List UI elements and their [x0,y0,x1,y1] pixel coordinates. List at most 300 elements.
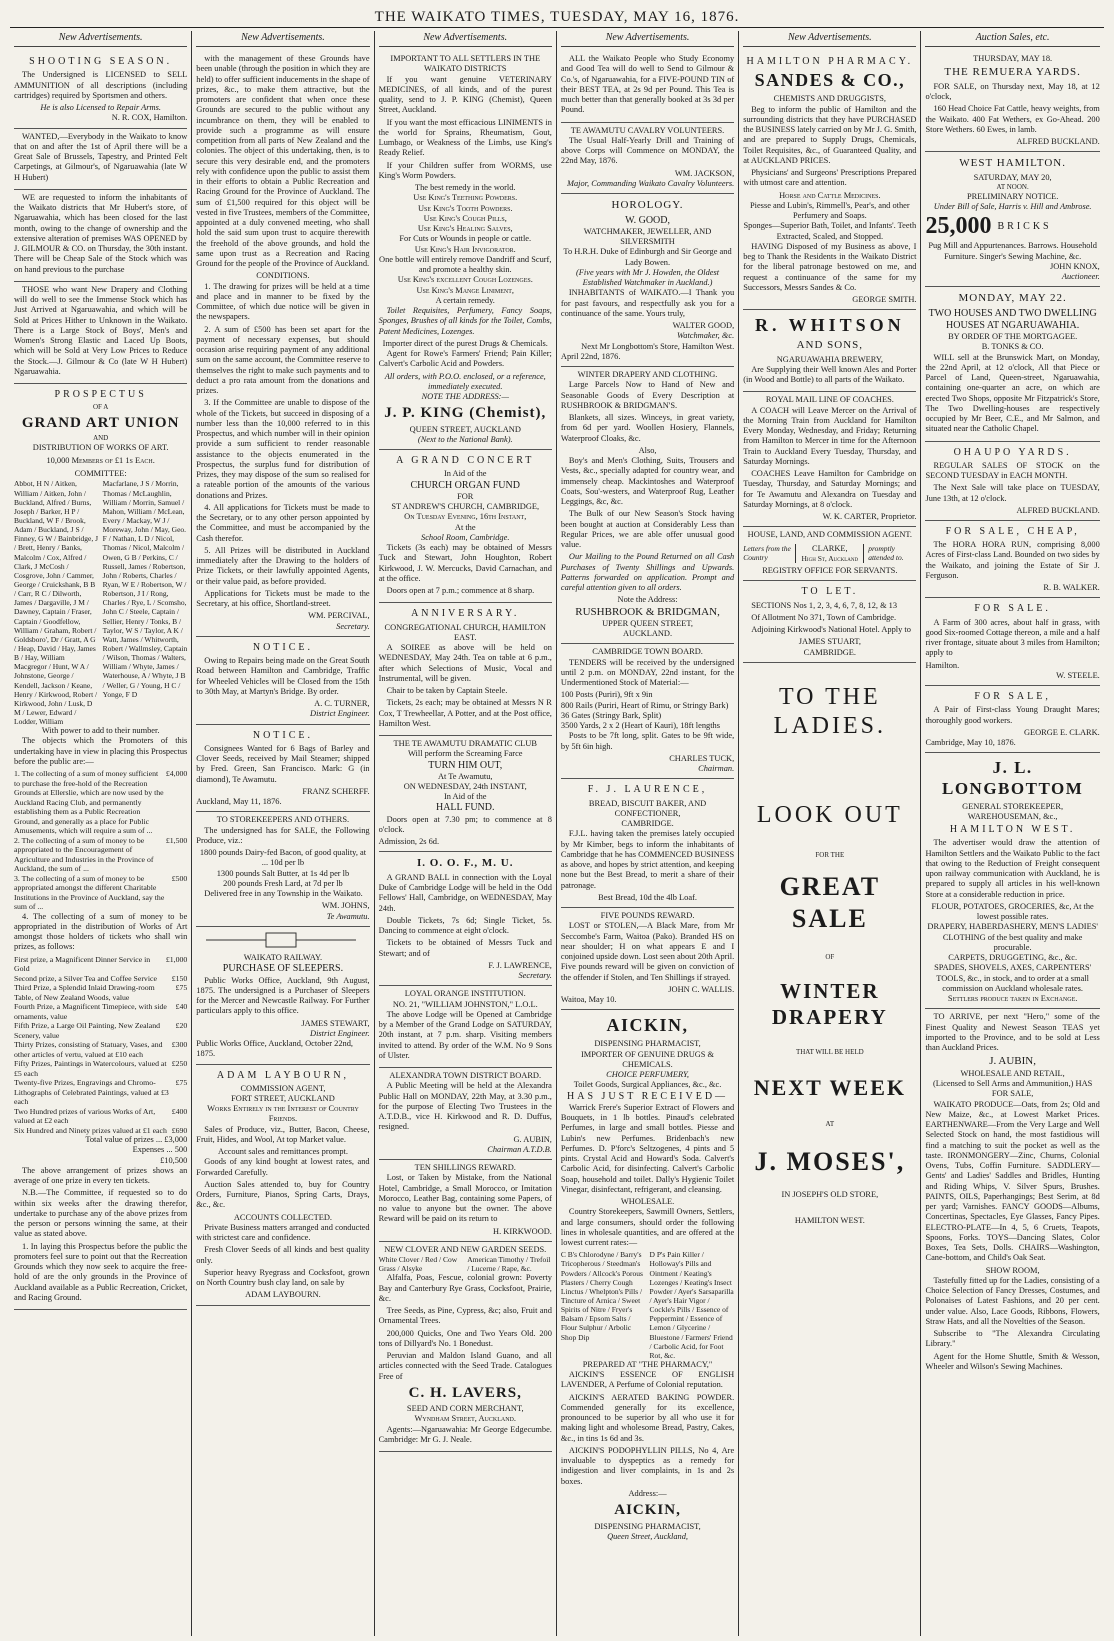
list-item: The best remedy in the world. [415,183,516,193]
ad-line: COMMISSION AGENT, [240,1083,326,1093]
winter-drapery-ad [561,367,734,644]
ad-signature: FRANZ SCHERFF. [302,786,370,796]
ad-line: FOR [457,491,474,501]
ad-line: PRELIMINARY NOTICE. [966,191,1059,201]
masthead: THE WAIKATO TIMES, TUESDAY, MAY 16, 1876. [10,6,1104,28]
ad-line: SPADES, SHOVELS, AXES, CARPENTERS' TOOLS, &c., in stock, and to order at a small commission on Auckland wholesale rates. [934,963,1092,993]
ad-date: April 22nd, 1876. [560,351,621,361]
ad-line: 1300 pounds Salt Butter, at 1s 4d per lb [216,868,350,878]
ad-body: Goods of any kind bought at lowest rates, and Forwarded Carefully. [196,1157,370,1177]
ad-signature: JOHN KNOX, [1049,261,1100,271]
ad-body: Sales of Produce, viz., Butter, Bacon, Cheese, Fruit, Hides, and Wool, At top Market value. [196,1124,370,1144]
ad-line: AND SONS, [796,339,864,352]
ad-headline: J. AUBIN, [989,1055,1037,1068]
ad-headline: C. H. LAVERS, [408,1384,522,1401]
ad-line: Horse and Cattle Medicines. [779,190,881,200]
ad-title: TE AWAMUTU CAVALRY VOLUNTEERS. [570,125,725,135]
ad-headline: CHURCH ORGAN FUND [410,479,520,491]
ad-line: Account sales and remittances prompt. [217,1147,348,1157]
ad-line: Sponges—Superior Bath, Toilet, and Infants'. Teeth Extracted, Scaled, and Stopped. [743,221,917,241]
ad-line: WAREHOUSEMAN, &c., [967,812,1058,822]
ad-line: Letters from the Country [743,544,791,563]
ad-line: DISPENSING PHARMACIST, [594,1521,701,1531]
ten-shillings-reward-ad [379,1160,552,1242]
ad-body: WANTED,—Everybody in the Waikato to know that on and after the 1st of April there will be a Great Sale of Brussels, Tapestry, and Printed Felt Carpetings, at Gilmour's, of Ngaruawahia (late W H Hubert) [14,131,188,182]
list-item: Use King's excellent Cough Lozenges. [397,275,533,285]
ad-headline: HALL FUND. [435,802,495,814]
ad-title: CAMBRIDGE TOWN BOARD. [592,647,703,657]
shooting-ad [14,51,187,128]
ad-signature: N. R. COX, Hamilton. [111,113,188,123]
ad-body: The HORA HORA RUN, comprising 8,000 Acres of First-class Land. Bounded on two sides by the Waikato, and joining the Estate of Sir J. Ferguson. [925,540,1100,580]
ad-line: PREPARED AT "THE PHARMACY," [582,1359,713,1369]
ad-body: If you want genuine VETERINARY MEDICINES, of all kinds, and of the purest quality, send to J. P. KING (Chemist), Queen Street, Auckland. [378,74,552,115]
medicine-list [561,1250,734,1360]
ad-line: In Aid of the [443,469,487,479]
ad-line: CHOICE PERFUMERY, [606,1070,689,1080]
ad-body: 1. The drawing for prizes will be held at a time and place and in manner to be fixed by the Committee, of which due notice will be given in the newspapers. [196,281,370,322]
list-item: 36 Gates (Stringy Bark, Split) [560,710,662,720]
ad-body: Our Mailing to the Pound Returned on all Cash Purchases of Twenty Shillings and Upwards. Patterns forwarded on application. Prompt and careful attention given to all orders. [560,552,735,593]
ad-body: Fresh Clover Seeds of all kinds and best quality only. [196,1245,370,1265]
ad-line: Admission, 2s 6d. [378,837,440,847]
ad-body: Consignees Wanted for 6 Bags of Barley and Clover Seeds, received by Mail Steamer; shipped by Fred. Green, San Francisco. Mark: G (in diamond), Te Awamutu. [196,743,370,784]
ad-body: 2. A sum of £500 has been set apart for the payment of necessary expenses, but should occasion arise requiring payment of any additional sum on the same account, the Committee reserve to themselves the right to make such payments and to deduct a pro rata amount from the donations and prizes. [196,324,370,396]
ad-title: PROSPECTUS [54,389,147,401]
ad-body: The above Lodge will be Opened at Cambridge by a Member of the Grand Lodge on SATURDAY, 20th instant, at 7 p.m. sharp. Visiting members invited to attend. By order of the W.M. No 9 Sons of Ulster. [378,1009,552,1060]
ad-signature: GEORGE E. CLARK. [1023,727,1100,737]
seeds-ad [379,1242,552,1452]
ad-line: Importer direct of the purest Drugs & Chemicals. [382,338,548,348]
ad-line: On Tuesday Evening, 16th Instant, [404,512,527,522]
list-item: 3500 Yards, 2 x 2 (Heart of Kauri), 18ft lengths [560,721,720,731]
ad-body: A COACH will Leave Mercer on the Arrival of the Morning Train from Auckland for Hamilton Every Monday, Wednesday, and Friday; Returning from Hamilton to Mercer in time for the Afternoon Train to Auckland Every Tuesday, Thursday, and Saturday Mornings. [743,405,917,466]
ad-line: BREAD, BISCUIT BAKER, AND CONFECTIONER, [588,798,707,818]
ad-title: MONDAY, MAY 22. [958,292,1067,305]
ad-headline: LOOK OUT [756,802,903,829]
moses-sale-ad [743,663,916,1231]
ad-line: (Licensed to Sell Arms and Ammunition,) HAS FOR SALE, [932,1079,1093,1099]
ad-line: SEED AND CORN MERCHANT, [406,1404,524,1414]
ad-line: High St, Auckland [801,553,859,563]
prize-grand-total: £10,500 [160,1155,188,1165]
clarke-agency-ad [743,527,916,581]
ad-headline: RUSHBROOK & BRIDGMAN, [575,605,720,618]
ad-line: FORT STREET, AUCKLAND [231,1093,335,1103]
column-4 [557,31,739,1636]
bricks-headline [925,212,1099,241]
clarke-address [795,544,864,563]
ad-line: UPPER QUEEN STREET, [602,618,693,628]
ad-title: HOROLOGY. [611,199,684,212]
ad-signature-role: Watchmaker, &c. [677,331,735,341]
ad-line: Toilet Goods, Surgical Appliances, &c., &c. [573,1080,722,1090]
ad-signature: CHARLES TUCK, [669,753,735,763]
ad-line: Address:— [628,1488,667,1498]
ad-line: CLARKE, [812,543,848,553]
ad-title: ANNIVERSARY. [411,608,520,620]
ad-line: Settlers produce taken in Exchange. [947,994,1078,1004]
ad-signature: WM. PERCIVAL, [308,611,370,621]
ad-line: WHOLESALE AND RETAIL, [960,1068,1065,1078]
ad-title: HAMILTON PHARMACY. [746,56,914,68]
column-3 [375,31,557,1636]
column-heading: New Advertisements. [743,31,916,47]
bricks-label: BRICKS [997,220,1052,232]
ad-body: The undersigned has for SALE, the Following Produce, viz.: [196,825,370,845]
prospectus-item: 3. The collecting of a sum of money to be appropriated amongst the different Charitable Institutions in the Province of Auckland, say the sum of ... £500 [14,873,188,912]
ad-body: Doors open at 7.30 pm; to commence at 8 o'clock. [378,814,552,834]
ad-body: Agents:—Ngaruawahia: Mr George Edgecumbe. Cambridge: Mr G. J. Neale. [378,1424,552,1444]
road-notice [196,637,369,725]
whitson-brewery-ad [743,310,916,392]
ad-body: If you want the most efficacious LINIMENTS in the world for Sprains, Rheumatism, Gout, Lumbago, or Weakness of the Limbs, use King's Ready Relief. [378,117,552,158]
names-column: Macfarlane, J S / Morrin, Thomas / McLaughlin, William / Morrin, Samuel / Mahon, William / McLean, Every / Mackay, W J / Moreway, John / May, Geo. F / Nathan, L D / Nicol, Thomas / Nicol, Malcolm / Owen, G B / Perkins, C / Russell, James / Robertson, John / Roberts, Charles / Ryan, W E / Robertson, W / Robertson, J I / Rong, Charles / Rye, L / Scomsho, John C / Steele, Captain / Sellier, Henry / Tonks, B / Taylor, W S / Taylor, A K / Watt, James / Whitworth, Robert / Wallmsley, Captain / Wilson, Thomas / Walters, William / Whyte, James / Waterhouse, A / Whyte, J B / Weller, G / Young, H C / Yonge, F D [102,479,188,699]
ad-body: with the management of these Grounds have been unable (through the position in which they are held) to offer sufficient inducements in the shape of prizes, &c., to make them attractive, but the promoters are confident that when once these Grounds are secured to the public without any incumbrance on them, they will be enabled to provide such a programme as will ensure competition from all parts of New Zealand and the colonies. The object of this undertaking, then, is to secure this very desirable end, and the promoters rely with confidence upon the public to assist them in their efforts to obtain a Public Recreation and Racing Ground for the Province of Auckland. The sum of £1,500 required for this object will be vested in five Trustees, members of the Committee, appointed at a duly convened meeting, who shall hold the said sum upon trust to acquire therewith the freehold of the above grounds, and hold the same upon trust as a Recreation and Racing Ground for the people of the Province of Auckland. [196,54,370,269]
art-union-prospectus [14,384,187,1310]
ad-signature: WM. JACKSON, [674,168,735,178]
ad-signature-role: Auctioneer. [1061,272,1100,282]
ad-line: School Room, Cambridge. [421,532,510,542]
columns [10,31,1104,1636]
ad-line: ST ANDREW'S CHURCH, CAMBRIDGE, [391,502,540,512]
ad-line: Piesse and Lubin's, Rimmell's, Pear's, and other Perfumery and Soaps. [749,200,910,221]
hora-hora-sale-ad [925,521,1099,598]
ad-body: WE are requested to inform the inhabitants of the Waikato districts that Mr Hubert's store, of Ngaruawahia, which has been closed for the last month, owing to the change of ownership and the extensive alteration of premises WAS OPENED by J. GILMOUR & CO. on Thursday, the 30th instant. There will be Cheap Sale of the Stock which was on hand previous to the purchase [14,192,188,274]
medicine-column: C B's Chlorodyne / Barry's Tricopherous / Steedman's Powders / Allcock's Porous Plasters / Cherry Cough Linctus / Whelpton's Pills / Tincture of Arnica / Sweet Spirits of Nitre / Fryer's Balsam / Epsom Salts / Flour Sulphur / Arbolic Shop Dip [560,1250,643,1342]
ad-body: Peruvian and Maldon Island Guano, and all articles connected with the Seed Trade. Catalogues Free of [378,1351,552,1381]
tea-ad [561,51,734,123]
ad-signature-role: Chairman A.T.D.B. [487,1144,552,1154]
ad-date: Auckland, May 11, 1876. [196,797,282,807]
drapery-ad [14,282,187,384]
ad-title: SHOW ROOM, [985,1265,1040,1275]
ad-body: Toilet Requisites, Perfumery, Fancy Soaps, Sponges, Brushes of all kinds for the Toilet, Combs, Patent Medicines, Lozenges. [378,306,552,336]
ad-headline: J. MOSES', [754,1147,906,1177]
ad-body: A GRAND BALL in connection with the Loyal Duke of Cambridge Lodge will be held in the Odd Fellows' Hall, Cambridge, on WEDNESDAY, May 24th. [378,872,552,913]
ad-line: Hamilton. [925,660,960,670]
ad-body: Tickets, 2s each; may be obtained at Messrs N R Cox, T Trewheellar, A Potter, and at the Post office, Hamilton West. [378,698,552,728]
ad-line: SATURDAY, MAY 20, [973,172,1052,182]
ad-line: In Aid of the [443,792,487,802]
ad-signature: W. STEELE. [1056,670,1100,680]
names-column: Abbot, H N / Aitken, William / Aitken, John / Buckland, Alfred / Burns, Joseph / Barker, H P / Buckland, W F / Brook, Adam / Buckland, J S / Finney, G W / Bainbridge, J / Brett, Henry / Banks, Malcolm / Cox, Alfred / Clark, J McCosh / Cosgrove, John / Cammer, George / Cruickshank, B B / Carr, R C / Dilworth, James / Dargaville, J M / Dawney, Captain / Fraser, Captain / Goodfellow, William / Graham, Robert / Goldsboro', Dr / Gratt, A G / Heap, David / Hay, James B / Hay, William Macgregor / Hunt, W A / Johnstone, George / Kendell, Jackson / Keane, Henry / Kirkwood, Robert / Kirkwood, John / Lusk, D M / Lewer, Edward / Lodder, William [14,479,99,727]
ad-title: FOR SALE. [974,603,1051,615]
column-2 [192,31,374,1636]
ad-body: Agent for Rowe's Farmers' Friend; Pain Killer; Calvert's Carbolic Acid and Powders. [378,349,552,369]
cavalry-ad [561,123,734,195]
ad-signature: JAMES STEWART, [301,1018,370,1028]
ad-body: A SOIREE as above will be held on WEDNESDAY, May 24th. Tea on table at 6 p.m., after which Selections of Music, Vocal and Instrumental, will be given. [378,643,552,683]
ad-body: The advertiser would draw the attention of Hamilton Settlers and the Waikato Public to the fact that owing to the Reduction of Freight consequent upon railway communication with Auckland, he is prepared to supply all articles in his well-known Store at a considerable reduction in price. [925,838,1100,899]
ad-line: promptly attended to. [868,544,904,563]
ad-signature: ALFRED BUCKLAND. [1016,505,1100,515]
ad-body: SECTIONS Nos 1, 2, 3, 4, 6, 7, 8, 12, & 13 [751,600,898,610]
ad-body: LOST or STOLEN,—A Black Mare, from Mr Seccombe's Farm, Waitoa (Pako). Branded HS on near shoulder; H on what appears E and I conjoined upside down. Lost seen about 20th April. Five pounds reward will be given on conviction of the offender if Stolen, and Ten Shillings if strayed. [560,921,735,982]
ad-title: I. O. O. F., M. U. [417,857,514,870]
ad-body: 4. All applications for Tickets must be made to the Secretary, or to any other person appointed by the Committee, and must be accompanied by the Cash therefor. [196,502,370,543]
ad-body: Of Allotment No 371, Town of Cambridge. [751,612,897,622]
ad-headline: R. WHITSON [754,315,905,336]
laurence-bakery-ad [561,779,734,908]
ad-body: WILL sell at the Brunswick Mart, on Monday, the 22nd April, at 12 o'clock, All that Piece or Parcel of Land, Queen-street, Ngaruawahia, containing one-quarter an acre, on which are erected Two Shops, opposite Mr Fitzpatrick's Store, The Two Dwelling-houses are respectively occupied by Mr Beer, C.E., and Mr Salmon, and situated near the Catholic Chapel. [925,352,1100,434]
royal-mail-coaches-ad [743,392,916,527]
ad-signature: ALFRED BUCKLAND. [1016,137,1100,147]
ad-line: NOTE THE ADDRESS:— [421,392,509,402]
horology-ad [561,194,734,367]
ad-body: Boy's and Men's Clothing, Suits, Trousers and Vests, &c., specially adapted for country wear, and immensely cheap. Mackintoshes and Waterproof Coats, Sou'-westers, and Waterproof Rug, Leather Leggings, &c, &c. [560,456,735,507]
ad-headline: GRAND ART UNION [21,414,180,431]
ad-body: Physicians' and Surgeons' Prescriptions Prepared with utmost care and attention. [743,168,917,188]
ad-line: Wyndham Street, Auckland. [414,1414,516,1424]
ad-line: CAMBRIDGE. [621,819,674,829]
ad-headline: AICKIN, [606,1015,689,1036]
ad-line: At the [454,522,476,532]
ad-title: FOR SALE, CHEAP, [945,526,1080,538]
ad-signature-role: Chairman. [698,764,735,774]
list-item: Use King's Hair Invigorator. [414,244,516,254]
column-6 [921,31,1103,1636]
wanted-ad [14,129,187,190]
ad-title: ROYAL MAIL LINE OF COACHES. [765,395,894,405]
prize-item: Third Prize, a Splendid Inlaid Drawing-room Table, of New Zealand Woods, value £75 [14,983,188,1002]
farm-sale-ad [925,598,1099,686]
ad-body: F.J.L. having taken the premises lately occupied by Mr Kimber, begs to inform the inhabitants of Cambridge that he has COMMENCED BUSINESS as above, and hopes by strict attention, and keeping none but the Best Bread, to merit a share of their patronage. [560,829,735,890]
ad-line: AT NOON. [996,183,1029,191]
ad-title: WHOLESALE. [620,1197,675,1207]
prize-item: Fifth Prize, a Large Oil Painting, New Zealand Scenery, value £20 [14,1021,188,1040]
ad-title: TO STOREKEEPERS AND OTHERS. [216,815,350,825]
prize-item: Fourth Prize, a Magnificent Timepiece, with side ornaments, value £40 [14,1002,188,1021]
ngaruawahia-houses-ad [925,287,1099,441]
prospectus-item: 1. The collecting of a sum of money sufficient to purchase the free-hold of the Recreation Grounds at Ellerslie, which are now used by the Auckland Racing Club, and permanently establishing them as a Public Recreation Ground, and generally as a place for Public Amusements, which will require a sum of ... £4,000 [14,769,188,836]
ad-body: Owing to Repairs being made on the Great South Road between Hamilton and Cambridge, Traffic for Wheeled Vehicles will be Closed from the 15th to 30th May, at Martyn's Bridge. By order. [196,656,370,696]
ad-title: LOYAL ORANGE INSTITUTION. [404,989,526,999]
ad-line: (Five years with Mr J. Howden, the Oldest Established Watchmaker in Auckland.) [576,267,720,288]
ad-signature: WM. JOHNS, [321,901,370,911]
ad-line: AUCKLAND. [622,629,673,639]
brick-count: 25,000 [925,213,992,240]
column-heading: Auction Sales, etc. [925,31,1099,47]
ad-signature-role: CAMBRIDGE. [803,647,857,657]
ad-line: CARPETS, DRUGGETING, &c., &c. [948,953,1078,963]
ad-body: 1. In laying this Prospectus before the public the promoters feel sure to point out that the Recreation Grounds which they now seek to acquire the free-hold of are the only grounds in the Province of Auckland available as a Public Recreation, Cricket, and Racing Ground. [14,1241,188,1302]
ad-body: Delivered free in any Township in the Waikato. [204,889,363,899]
ad-body: Agent for the Home Shuttle, Smith & Wesson, Wheeler and Wilson's Sewing Machines. [925,1351,1100,1371]
mares-sale-ad [925,686,1099,753]
ad-title: TEN SHILLINGS REWARD. [414,1163,516,1173]
ad-body: 200,000 Quicks, One and Two Years Old. 200 tons of Dillyard's No. 1 Bonedust. [378,1328,552,1348]
ad-body: Alfalfa, Poas, Fescue, colonial grown: Poverty Bay and Canterbury Rye Grass, Cocksfoot, Prairie, &c. [378,1273,552,1303]
ad-line: 200 pounds Fresh Lard, at 7d per lb [223,878,343,888]
ad-headline: TWO HOUSES AND TWO DWELLING HOUSES AT NGARUAWAHIA. [928,307,1097,331]
ad-date: Public Works Office, Auckland, October 22nd, 1875. [196,1039,354,1059]
longbottom-store-ad [925,753,1099,1009]
remuera-yards-ad [925,51,1099,152]
ad-line: FOR THE [815,850,845,859]
ad-body: Public Works Office, Auckland, 9th August, 1875. The undersigned is a Purchaser of Sleepers for the Mercer and Newcastle Railway. For Further particulars apply to this office. [196,975,370,1016]
ad-title: FOR SALE, [974,691,1051,703]
ad-line: Works Entirely in the Interest of Country Friends. [207,1104,359,1124]
ad-body: Beg to inform the public of Hamilton and the surrounding districts that they have PURCHASED the BUSINESS lately carried on by Mr J. G. Smith, and are prepared to Supply Drugs, Chemicals, Toilet Requisites, &c., of Guaranteed Quality, and at AUCKLAND PRICES. [743,104,917,165]
ad-headline: AICKIN, [614,1502,681,1519]
king-chemist-ad [379,51,552,450]
ad-signature-role: Major, Commanding Waikato Cavalry Volunteers. [567,178,735,188]
ad-body: Are Supplying their Well known Ales and Porter (in Wood and Bottle) to all parts of the Waikato. [743,364,917,385]
ad-line: Queen Street, Auckland, [607,1531,688,1541]
ad-title: NOTICE. [252,729,314,741]
ad-title: TO LET. [801,586,859,598]
ad-signature-role: Secretary. [518,971,552,981]
prize-item: Two Hundred prizes of various Works of Art, valued at £2 each £400 [14,1106,188,1126]
ad-body: AICKIN'S PODOPHYLLIN PILLS, No 4, Are invaluable to dyspeptics as a remedy for indigestion and liver complaints, in 1s and 2s boxes. [560,1445,735,1486]
anniversary-ad [379,603,552,736]
ad-title: NEW CLOVER AND NEW GARDEN SEEDS. [384,1244,547,1254]
hamilton-pharmacy-ad [743,51,916,310]
ad-line: FLOUR, POTATOES, GROCERIES, &c, At the lowest possible rates. [931,901,1094,922]
ad-body: A Farm of 300 acres, about half in grass, with good Six-roomed Cottage thereon, a mile and a half river frontage, situate about 3 miles from Hamilton; apply to [925,617,1100,658]
ohaupo-yards-ad [925,442,1099,521]
ad-title: FIVE POUNDS REWARD. [600,911,695,921]
storekeepers-ad [196,812,369,927]
ad-signature: A. C. TURNER, [314,699,370,709]
ad-body: 160 Head Choice Fat Cattle, heavy weights, from the Waikato. 400 Fat Wethers, ex Go-Ahead. 200 Store Wethers. 60 Ewes, in lamb. [925,104,1100,134]
ad-body: TENDERS will be received by the undersigned until 2 p.m. on MONDAY, 22nd instant, for the Undermentioned Stock of Material:— [560,657,735,688]
ad-line: OF [825,952,835,961]
ad-body: Tree Seeds, as Pine, Cypress, &c; also, Fruit and Ornamental Trees. [378,1306,552,1326]
ad-body: AICKIN'S ESSENCE OF ENGLISH LAVENDER, A Perfume of Colonial reputation. [560,1370,735,1390]
ad-body: The objects which the Promoters of this undertaking have in view in placing this Prospectus before the public are:— [14,736,188,766]
ad-line: At Te Awamutu, [437,771,493,781]
ad-signature: WALTER GOOD, [672,321,735,331]
clarke-box [743,544,916,563]
ad-body: If your Children suffer from WORMS, use King's Worm Powders. [378,160,552,180]
ad-title: SHOOTING SEASON. [29,56,173,68]
ad-line: GENERAL STOREKEEPER, [962,801,1064,811]
ad-line: HAMILTON WEST. [949,824,1076,836]
ad-signature-role: District Engineer. [310,709,370,719]
ad-body: Superior heavy Ryegrass and Cocksfoot, grown on North Country bush clay land, on sale by [196,1267,370,1288]
column-heading: New Advertisements. [561,31,734,47]
ad-body: HAVING Disposed of my Business as above, I beg to Thank the Residents in the Waikato District for the liberal patronage bestowed on me, and request a continuance of the same for my Successors, Messrs Sandes & Co. [743,241,917,292]
ad-line: QUEEN STREET, AUCKLAND [409,424,521,434]
ad-body: WAIKATO PRODUCE—Oats, from 2s; Old and New Maize, &c., at Lowest Market Prices. EARTHENWARE—From the Very Large and Well Selected Stock on hand, the most fastidious will find a matching to suit the pocket as well as the taste. IRONMONGERY—Zinc, Churns, Colonial Ovens, Tubs, Coffin Furniture. SADDLERY—Gents' and Ladies' Saddles and Bridles, Hunting and Riding Whips, V. Silver Spurs, Brushes. PAINTS, OILS, Paperhangings; Best Serim, at 8d per yard; Varnishes. FANCY GOODS—Albums, Concertinas, Spectacles, Eye Glasses, Fancy Pipes. ELECTRO-PLATE—In 4, 5, 6 Cruets, Teapots, Spoons, Forks. TOYS—Dancing Slates, Color Boxes, Tea Sets, Dolls. CHAIRS—Washington, Cane-bottom, and Child's Oak Seat. [925,1099,1100,1263]
ad-body: Warrick Frere's Superior Extract of Flowers and Bouquets, in 1 lb bottles. Pinaud's celebrated Perfumes, in large and small bottles. Piesse and Lubin's new Perfumes. Bridenbach's new Perfumes. D. P'forc's Seltzogenes, 4 pints and 5 pints. Crystal Acid and Howard's Soda. Calvert's Carbolic Acid, for disinfecting. Calvert's Carbolic Soap, household and toilet. Dally's Hygienic Toilet Vinegar, disinfectant, refrigerant, and cleansing. [560,1102,735,1194]
bricks-sale-ad [925,152,1099,287]
ad-line: ACCOUNTS COLLECTED. [233,1212,333,1222]
ad-headline: WINTER DRAPERY [771,979,888,1029]
ad-line: 10,000 Members of £1 1s Each. [46,455,155,465]
consignees-notice [196,725,369,813]
ad-body: THOSE who want New Drapery and Clothing will do well to see the Immense Stock which has Just Arrived at Ngaruawahia, and which will be Sold at Prices Hither to Unknown in the Waikato. There is a Large Stock of Boys', Men's and Women's Strong Elastic and Laced Up Boots, which will be Sold at Very Low Prices to Reduce the Stock.—J. Gilmour & Co (late W H Hubert) Ngaruawahia. [14,284,188,376]
list-item: Use King's Cough Pills, [423,213,507,223]
ad-body: Subscribe to "The Alexandra Circulating Library." [925,1329,1100,1349]
ad-signature: F. J. LAWRENCE, [488,960,552,970]
cambridge-board-ad [561,644,734,779]
aubin-store-ad [925,1009,1099,1378]
ad-line: AT [825,1119,835,1128]
ad-headline: PURCHASE OF SLEEPERS. [222,963,344,975]
ad-body: REGULAR SALES OF STOCK on the SECOND TUESDAY in EACH MONTH. [925,460,1100,481]
list-item: One bottle will entirely remove Dandriff and Scurf, and promote a healthy skin. [379,254,552,275]
ad-body: Tickets (3s each) may be obtained of Messrs Tuck and Stewart, John Houghton, Robert Kirkwood, J. W. Mercucks, David Carnachan, and at the office. [378,543,552,583]
ad-line: OF A [92,403,109,412]
orange-lodge-ad [379,986,552,1068]
list-item: Use King's Mange Liniment, [416,285,515,295]
laybourn-ad [196,1065,369,1306]
ad-title: HOUSE, LAND, AND COMMISSION AGENT. [747,530,912,540]
list-item: 100 Posts (Puriri), 9ft x 9in [560,690,653,700]
dramatic-club-ad [379,736,552,852]
ad-signature: JOHN C. WALLIS. [668,984,735,994]
ad-body: Tastefully fitted up for the Ladies, consisting of a Choice Selection of Fancy Dresses, Costumes, and Polonaises of Latest Fashions, and 20 per cent. under value. Also, Lace Goods, Ribbons, Flowers, Straw Hats, and all the Novelties of the Season. [925,1275,1100,1326]
ad-body: Posts to be 7ft long, split. Gates to be 9ft wide, by 5ft 6in high. [560,731,735,751]
ad-line: Will perform the Screaming Farce [407,749,523,759]
ad-line: Also, [638,445,657,455]
ad-signature-role: District Engineer. [310,1028,370,1038]
ad-headline: NEXT WEEK [753,1074,906,1100]
ad-body: Private Business matters arranged and conducted with strictest care and confidence. [196,1222,370,1243]
ad-line: DISTRIBUTION OF WORKS OF ART. [32,442,169,452]
ad-body: ALL the Waikato People who Study Economy and Good Tea will do well to Send to Gilmour & Co.'s, of Ngaruawahia, for a FIVE-POUND TIN of their BEST TEA, at 2s 9d per Pound. This Tea is much better than that generally booked at 3s 3d per Pound. [560,54,735,115]
ad-signature: R. B. WALKER. [1043,583,1100,593]
ad-line: REGISTRY OFFICE FOR SERVANTS. [762,566,898,576]
ad-line: DISPENSING PHARMACIST, [594,1039,701,1049]
prospectus-item: 2. The collecting of a sum of money to be appropriated to the Encouragement of Agriculture and Industries in the Province of Auckland, the sum of ... £1,500 [14,835,188,874]
list-item: 800 Rails (Puriri, Heart of Rimu, or Stringy Bark) [560,700,729,710]
ad-body: Doors open at 7 p.m.; commence at 8 sharp. [386,586,535,596]
prize-item: Twenty-five Prizes, Engravings and Chromo-Lithographs of Celebrated Paintings, valued at £3 each £75 [14,1078,188,1107]
ad-title: WAIKATO RAILWAY. [243,953,323,963]
list-item: A certain remedy. [435,295,495,305]
aickin-pharmacist-ad [561,1010,734,1546]
to-let-ad [743,581,916,662]
ad-title: A GRAND CONCERT [396,455,535,467]
ad-body: Applications for Tickets must be made to the Secretary, at his office, Shortland-street. [196,588,370,609]
ad-signature: G. AUBIN, [513,1134,552,1144]
column-heading: New Advertisements. [14,31,187,47]
ad-line: Next Mr Longbottom's Store, Hamilton West. [581,341,735,351]
ad-signature: W. K. CARTER, Proprietor. [822,512,917,522]
column-1 [10,31,192,1636]
ad-body: Auction Sales attended to, buy for Country Orders, Furniture, Pianos, Spring Carts, Drays, &c., &c. [196,1179,370,1210]
ad-headline: SANDES & CO., [754,70,906,91]
ad-body: The Bulk of our New Season's Stock having been bought at auction at Considerably Less than Regular Prices, we are able offer unusual good value. [560,509,735,550]
ad-line: NO. 21, "WILLIAM JOHNSTON," L.O.L. [392,999,538,1009]
ad-signature-role: Te Awamutu. [326,911,370,921]
seed-column: White Clover / Red / Cow Grass / Alsyke [378,1255,458,1274]
committee-names [14,479,187,726]
ad-body: 4. The collecting of a sum of money to be appropriated in the distribution of Works of Art amongst those holders of tickets who shall win prizes, as follows: [14,911,188,952]
ad-headline: ADAM LAYBOURN, [216,1069,350,1081]
ad-signature: H. KIRKWOOD. [493,1226,552,1236]
seed-column: American Timothy / Trefoil / Lucerne / Rape, &c. [467,1255,551,1274]
ad-body: A Public Meeting will be held at the Alexandra Public Hall on MONDAY, 22th May, at 3.30 p.m., for the purpose of Electing Two Trustees in the A.T.D.B., vice H. Kirkwood and R. D. Duffus, resigned. [378,1081,552,1132]
ad-body: The Undersigned is LICENSED to SELL AMMUNITION of all descriptions (including cartridges) required by Sportsmen and others. [14,70,188,100]
list-item: For Cuts or Wounds in people or cattle. [399,234,532,244]
prize-item: Six Hundred and Ninety prizes valued at £1 each £690 [14,1125,188,1135]
railway-ad [196,927,369,1065]
list-item: Use King's Teething Powders. [413,193,518,203]
ad-line: 1800 pounds Dairy-fed Bacon, of good quality, at ... 10d per lb [199,848,367,868]
ad-signature: GEORGE SMITH. [852,295,917,305]
ad-date: Waitoa, May 10. [560,995,617,1005]
list-item: Use King's Tooth Powders. [417,203,513,213]
ad-line: CHEMISTS AND DRUGGISTS, [773,94,887,104]
inform-ad [14,190,187,282]
ad-headline: J. L. LONGBOTTOM [942,758,1084,799]
ad-headline: J. P. KING (Chemist), [384,405,547,422]
